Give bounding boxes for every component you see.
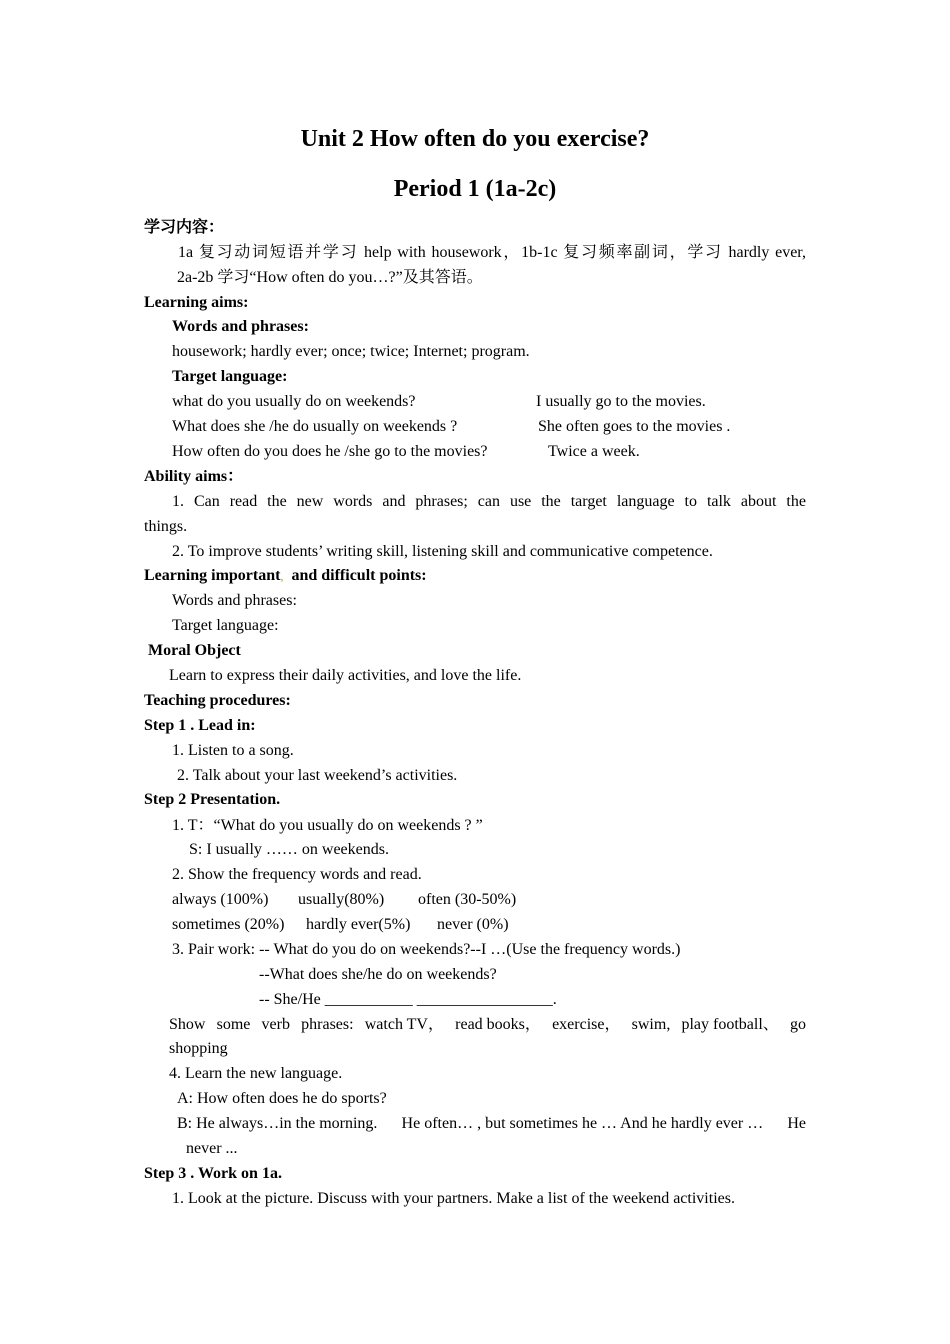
study-content-line2: 2a-2b 学习“How often do you…?”及其答语。	[177, 269, 483, 286]
dialogue-b-continued: never ...	[186, 1140, 238, 1157]
ability-aim-1-continued: things.	[144, 518, 188, 535]
ability-aim-1	[172, 491, 806, 513]
ability-aim-1-word-2: read	[229, 493, 258, 510]
ability-aim-1-word-0: 1.	[172, 493, 184, 510]
ability-aim-1-word-8: can	[477, 493, 500, 510]
ability-aim-1-word-9: use	[509, 493, 532, 510]
verb-phrases-continued: shopping	[169, 1040, 228, 1057]
ability-aim-1-word-4: new	[296, 493, 324, 510]
step2-item2: 2. Show the frequency words and read.	[172, 866, 422, 883]
ability-aim-1-word-14: talk	[706, 493, 731, 510]
frequency-sometimes: sometimes (20%)	[172, 916, 285, 933]
ability-aim-1-word-16: the	[786, 493, 806, 510]
moral-heading: Moral Object	[148, 642, 241, 659]
ability-aim-1-word-1: Can	[193, 493, 220, 510]
ability-aims-heading: Ability aims：	[144, 468, 244, 485]
dialogue-a: A: How often does he do sports?	[177, 1090, 387, 1107]
verb-phrase-word-0: Show	[169, 1016, 206, 1033]
important-words: Words and phrases:	[172, 592, 297, 609]
learning-aims-heading: Learning aims:	[144, 294, 249, 311]
verb-phrase-word-3: phrases:	[301, 1016, 354, 1033]
step1-item1: 1. Listen to a song.	[172, 742, 294, 759]
ability-aim-2: 2. To improve students’ writing skill, listening skill and communicative competence.	[172, 543, 713, 560]
verb-phrase-word-9: go	[789, 1016, 806, 1033]
dialogue-b	[177, 1113, 806, 1135]
target-question-3: How often do you does he /she go to the movies?	[172, 443, 488, 460]
frequency-usually: usually(80%)	[298, 891, 385, 908]
important-points-heading-part1: Learning important	[144, 567, 281, 584]
verb-phrase-word-2: verb	[261, 1016, 290, 1033]
target-answer-2: She often goes to the movies .	[538, 418, 731, 435]
step1-heading: Step 1 . Lead in:	[144, 717, 256, 734]
step1-item2: 2. Talk about your last weekend’s activities.	[177, 767, 458, 784]
step3-heading: Step 3 . Work on 1a.	[144, 1165, 282, 1182]
frequency-often: often (30-50%)	[418, 891, 517, 908]
target-language-heading: Target language:	[172, 368, 288, 385]
verb-phrase-word-6: exercise，	[552, 1016, 621, 1033]
dialogue-b-part-0: B: He always…in the morning.	[177, 1115, 378, 1132]
target-answer-3: Twice a week.	[548, 443, 640, 460]
frequency-always: always (100%)	[172, 891, 269, 908]
stray-mark: ,	[280, 569, 284, 583]
words-phrases-heading: Words and phrases:	[172, 318, 309, 335]
step2-heading: Step 2 Presentation.	[144, 791, 281, 808]
ability-aim-1-word-7: phrases;	[415, 493, 468, 510]
step2-item3-line3: -- She/He ___________ _________________.	[259, 991, 557, 1008]
verb-phrases-line	[169, 1014, 806, 1036]
verb-phrase-word-1: some	[216, 1016, 251, 1033]
important-target: Target language:	[172, 617, 279, 634]
ability-aim-1-word-6: and	[382, 493, 406, 510]
vocabulary-list: housework; hardly ever; once; twice; Internet; program.	[172, 343, 530, 360]
verb-phrase-word-7: swim,	[631, 1016, 671, 1033]
important-points-heading	[144, 565, 427, 587]
frequency-never: never (0%)	[437, 916, 509, 933]
target-question-1: what do you usually do on weekends?	[172, 393, 416, 410]
step3-item1: 1. Look at the picture. Discuss with your partners. Make a list of the weekend activities.	[172, 1190, 735, 1207]
target-question-2: What does she /he do usually on weekends ?	[172, 418, 458, 435]
ability-aim-1-word-11: target	[570, 493, 607, 510]
ability-aim-1-word-12: language	[616, 493, 675, 510]
frequency-hardly-ever: hardly ever(5%)	[306, 916, 411, 933]
page-subtitle: Period 1 (1a-2c)	[393, 176, 557, 202]
target-answer-1: I usually go to the movies.	[536, 393, 706, 410]
step2-item1-response: S: I usually …… on weekends.	[189, 841, 389, 858]
ability-aim-1-word-5: words	[333, 493, 373, 510]
ability-aim-1-word-13: to	[684, 493, 697, 510]
dialogue-b-part-2: He	[787, 1115, 806, 1132]
page-title: Unit 2 How often do you exercise?	[300, 126, 650, 152]
step2-item4: 4. Learn the new language.	[169, 1065, 343, 1082]
verb-phrase-word-5: read books，	[455, 1016, 541, 1033]
study-content-line1: 1a 复习动词短语并学习 help with housework，1b-1c 复习频率副词，学习 hardly ever,	[178, 244, 806, 261]
step2-item3-line2: --What does she/he do on weekends?	[259, 966, 497, 983]
procedures-heading: Teaching procedures:	[144, 692, 291, 709]
dialogue-b-part-1: He often… , but sometimes he … And he hardly ever …	[401, 1115, 764, 1132]
verb-phrase-word-8: play football、	[681, 1016, 779, 1033]
step2-item1: 1. T：“What do you usually do on weekends ? ”	[172, 817, 483, 834]
ability-aim-1-word-3: the	[267, 493, 287, 510]
study-content-heading: 学习内容：	[144, 219, 225, 236]
verb-phrase-word-4: watch TV，	[364, 1016, 444, 1033]
important-points-heading-part2: and difficult points:	[283, 567, 427, 584]
moral-text: Learn to express their daily activities, and love the life.	[169, 667, 522, 684]
ability-aim-1-word-15: about	[740, 493, 777, 510]
ability-aim-1-word-10: the	[541, 493, 561, 510]
step2-item3: 3. Pair work: -- What do you do on weekends?--I …(Use the frequency words.)	[172, 941, 681, 958]
